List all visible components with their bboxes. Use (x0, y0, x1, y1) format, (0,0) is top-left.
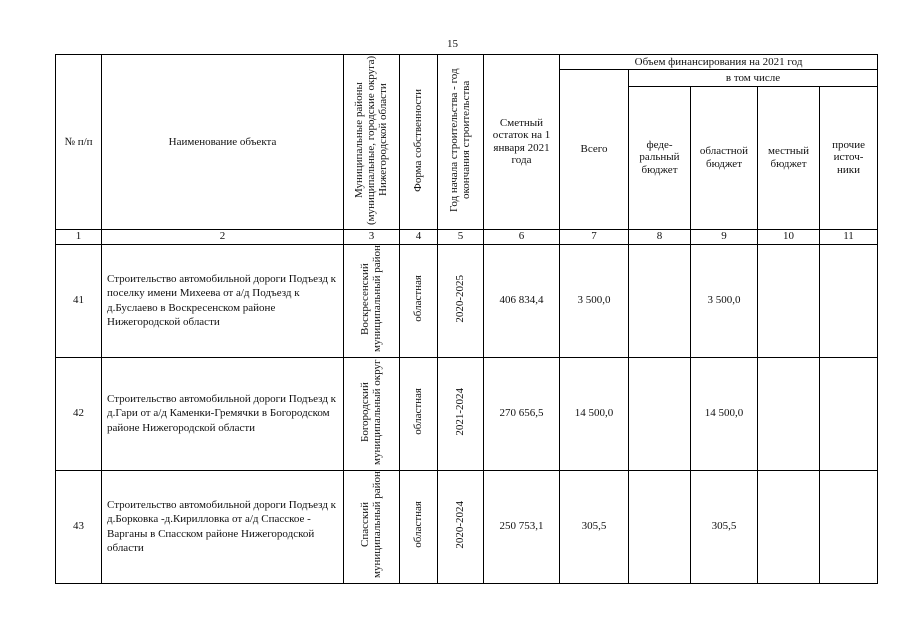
header-regional: областной бюджет (691, 86, 758, 229)
header-years: Год начала строительства - год окончания строительства (438, 55, 484, 230)
column-number: 10 (758, 229, 820, 244)
ownership-cell: областная (400, 357, 438, 470)
years-cell: 2020-2024 (438, 470, 484, 583)
header-name: Наименование объекта (102, 55, 344, 230)
column-number: 4 (400, 229, 438, 244)
table-row (56, 244, 878, 357)
header-total: Всего (560, 70, 629, 230)
total-cell: 305,5 (560, 470, 629, 583)
regional-cell: 305,5 (691, 470, 758, 583)
column-number: 3 (344, 229, 400, 244)
local-cell (758, 357, 820, 470)
estimate-cell: 250 753,1 (484, 470, 560, 583)
ownership-cell: областная (400, 244, 438, 357)
years-cell: 2021-2024 (438, 357, 484, 470)
local-cell (758, 470, 820, 583)
header-federal: феде-ральный бюджет (629, 86, 691, 229)
column-number: 7 (560, 229, 629, 244)
row-num: 42 (56, 357, 102, 470)
municipality-cell: Воскресенский муниципальный район (344, 244, 400, 357)
total-cell: 14 500,0 (560, 357, 629, 470)
other-cell (820, 470, 878, 583)
header-ownership: Форма собственности (400, 55, 438, 230)
object-name: Строительство автомобильной дороги Подъезд к поселку имени Михеева от а/д Подъезд к д.Буслаево в Воскресенском районе Нижегородской области (102, 244, 344, 357)
regional-cell: 3 500,0 (691, 244, 758, 357)
years-cell: 2020-2025 (438, 244, 484, 357)
federal-cell (629, 244, 691, 357)
column-number: 9 (691, 229, 758, 244)
column-number: 1 (56, 229, 102, 244)
header-funding-group: Объем финансирования на 2021 год (560, 55, 878, 70)
ownership-cell: областная (400, 470, 438, 583)
header-estimate: Сметный остаток на 1 января 2021 года (484, 55, 560, 230)
column-number: 6 (484, 229, 560, 244)
municipality-cell: Спасский муниципальный район (344, 470, 400, 583)
row-num: 43 (56, 470, 102, 583)
total-cell: 3 500,0 (560, 244, 629, 357)
object-name: Строительство автомобильной дороги Подъезд к д.Гари от а/д Каменки-Гремячки в Богородском районе Нижегородской области (102, 357, 344, 470)
header-including: в том числе (629, 70, 878, 87)
column-number: 2 (102, 229, 344, 244)
table-row (56, 357, 878, 470)
row-num: 41 (56, 244, 102, 357)
page-number: 15 (447, 38, 458, 50)
column-number-row (56, 229, 878, 244)
estimate-cell: 270 656,5 (484, 357, 560, 470)
federal-cell (629, 357, 691, 470)
column-number: 11 (820, 229, 878, 244)
object-name: Строительство автомобильной дороги Подъезд к д.Борковка -д.Кирилловка от а/д Спасское - Варганы в Спасском районе Нижегородской области (102, 470, 344, 583)
municipality-cell: Богородский муниципальный округ (344, 357, 400, 470)
header-local: местный бюджет (758, 86, 820, 229)
header-other: прочие источ-ники (820, 86, 878, 229)
header-municipality: Муниципальные районы (муниципальные, городские округа) Нижегородской области (344, 55, 400, 230)
header-num: № п/п (56, 55, 102, 230)
other-cell (820, 357, 878, 470)
estimate-cell: 406 834,4 (484, 244, 560, 357)
column-number: 8 (629, 229, 691, 244)
federal-cell (629, 470, 691, 583)
other-cell (820, 244, 878, 357)
funding-table (55, 54, 878, 584)
table-row (56, 470, 878, 583)
column-number: 5 (438, 229, 484, 244)
local-cell (758, 244, 820, 357)
regional-cell: 14 500,0 (691, 357, 758, 470)
